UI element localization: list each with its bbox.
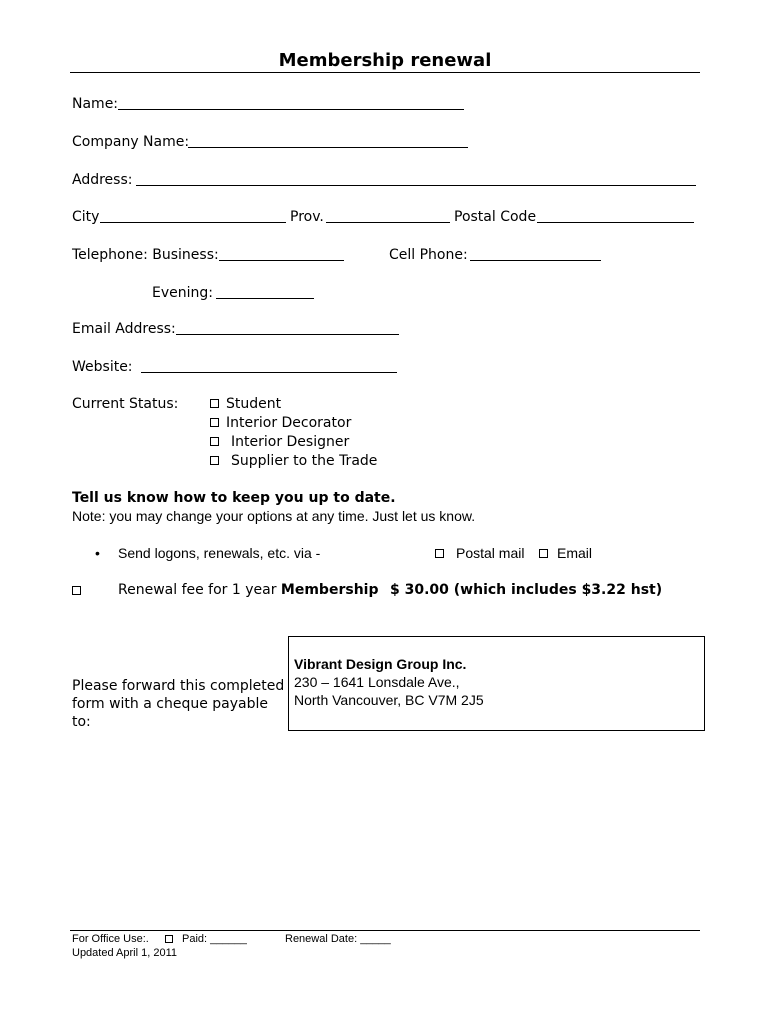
evening-field[interactable] [216, 298, 314, 299]
updated-date: Updated April 1, 2011 [72, 947, 177, 959]
website-label: Website: [72, 359, 133, 375]
bullet-icon: • [95, 545, 100, 561]
payee-address-1: 230 – 1641 Lonsdale Ave., [294, 674, 460, 690]
current-status-label: Current Status: [72, 396, 179, 412]
address-field[interactable] [136, 185, 696, 186]
address-label: Address: [72, 172, 133, 188]
forward-line-2: form with a cheque payable [72, 696, 268, 712]
renewal-fee-label: Renewal fee for 1 year [118, 582, 277, 598]
name-field[interactable] [118, 109, 464, 110]
postal-code-field[interactable] [537, 222, 694, 223]
city-label: City [72, 209, 100, 225]
email-checkbox[interactable] [539, 549, 548, 558]
company-name-field[interactable] [188, 147, 468, 148]
renewal-fee-text [118, 582, 378, 598]
forward-line-1: Please forward this completed [72, 678, 285, 694]
cell-phone-field[interactable] [470, 260, 601, 261]
updates-note: Note: you may change your options at any time. Just let us know. [72, 508, 476, 524]
title-rule [70, 72, 700, 73]
membership-label: Membership [280, 582, 379, 598]
email-option-label: Email [557, 545, 593, 561]
telephone-business-field[interactable] [219, 260, 344, 261]
interior-designer-checkbox[interactable] [210, 437, 219, 446]
company-name-label: Company Name: [72, 134, 190, 150]
postal-code-label: Postal Code [454, 209, 537, 225]
evening-label: Evening: [152, 285, 213, 301]
renewal-fee-checkbox[interactable] [72, 586, 81, 595]
payee-address-2: North Vancouver, BC V7M 2J5 [294, 692, 484, 708]
send-via-text: Send logons, renewals, etc. via - [118, 545, 321, 561]
city-field[interactable] [100, 222, 286, 223]
interior-designer-option: Interior Designer [231, 434, 350, 450]
footer-rule [70, 930, 700, 931]
updates-heading: Tell us know how to keep you up to date. [72, 490, 396, 506]
paid-label: Paid: ______ [182, 933, 247, 945]
renewal-date-label: Renewal Date: _____ [285, 933, 391, 945]
paid-checkbox[interactable] [165, 935, 173, 943]
supplier-checkbox[interactable] [210, 456, 219, 465]
cell-phone-label: Cell Phone: [389, 247, 468, 263]
page-title: Membership renewal [278, 50, 492, 71]
forward-line-3: to: [72, 714, 91, 730]
website-field[interactable] [141, 372, 397, 373]
email-address-label: Email Address: [72, 321, 176, 337]
student-checkbox[interactable] [210, 399, 219, 408]
postal-mail-checkbox[interactable] [435, 549, 444, 558]
payee-name: Vibrant Design Group Inc. [294, 656, 467, 672]
prov-field[interactable] [326, 222, 450, 223]
prov-label: Prov. [290, 209, 324, 225]
interior-decorator-option: Interior Decorator [226, 415, 352, 431]
office-use-label: For Office Use:. [72, 933, 149, 945]
email-address-field[interactable] [176, 334, 399, 335]
name-label: Name: [72, 96, 119, 112]
interior-decorator-checkbox[interactable] [210, 418, 219, 427]
supplier-option: Supplier to the Trade [231, 453, 378, 469]
fee-amount: $ 30.00 (which includes $3.22 hst) [390, 582, 663, 598]
student-option: Student [226, 396, 282, 412]
telephone-business-label: Telephone: Business: [72, 247, 219, 263]
postal-mail-label: Postal mail [456, 545, 525, 561]
